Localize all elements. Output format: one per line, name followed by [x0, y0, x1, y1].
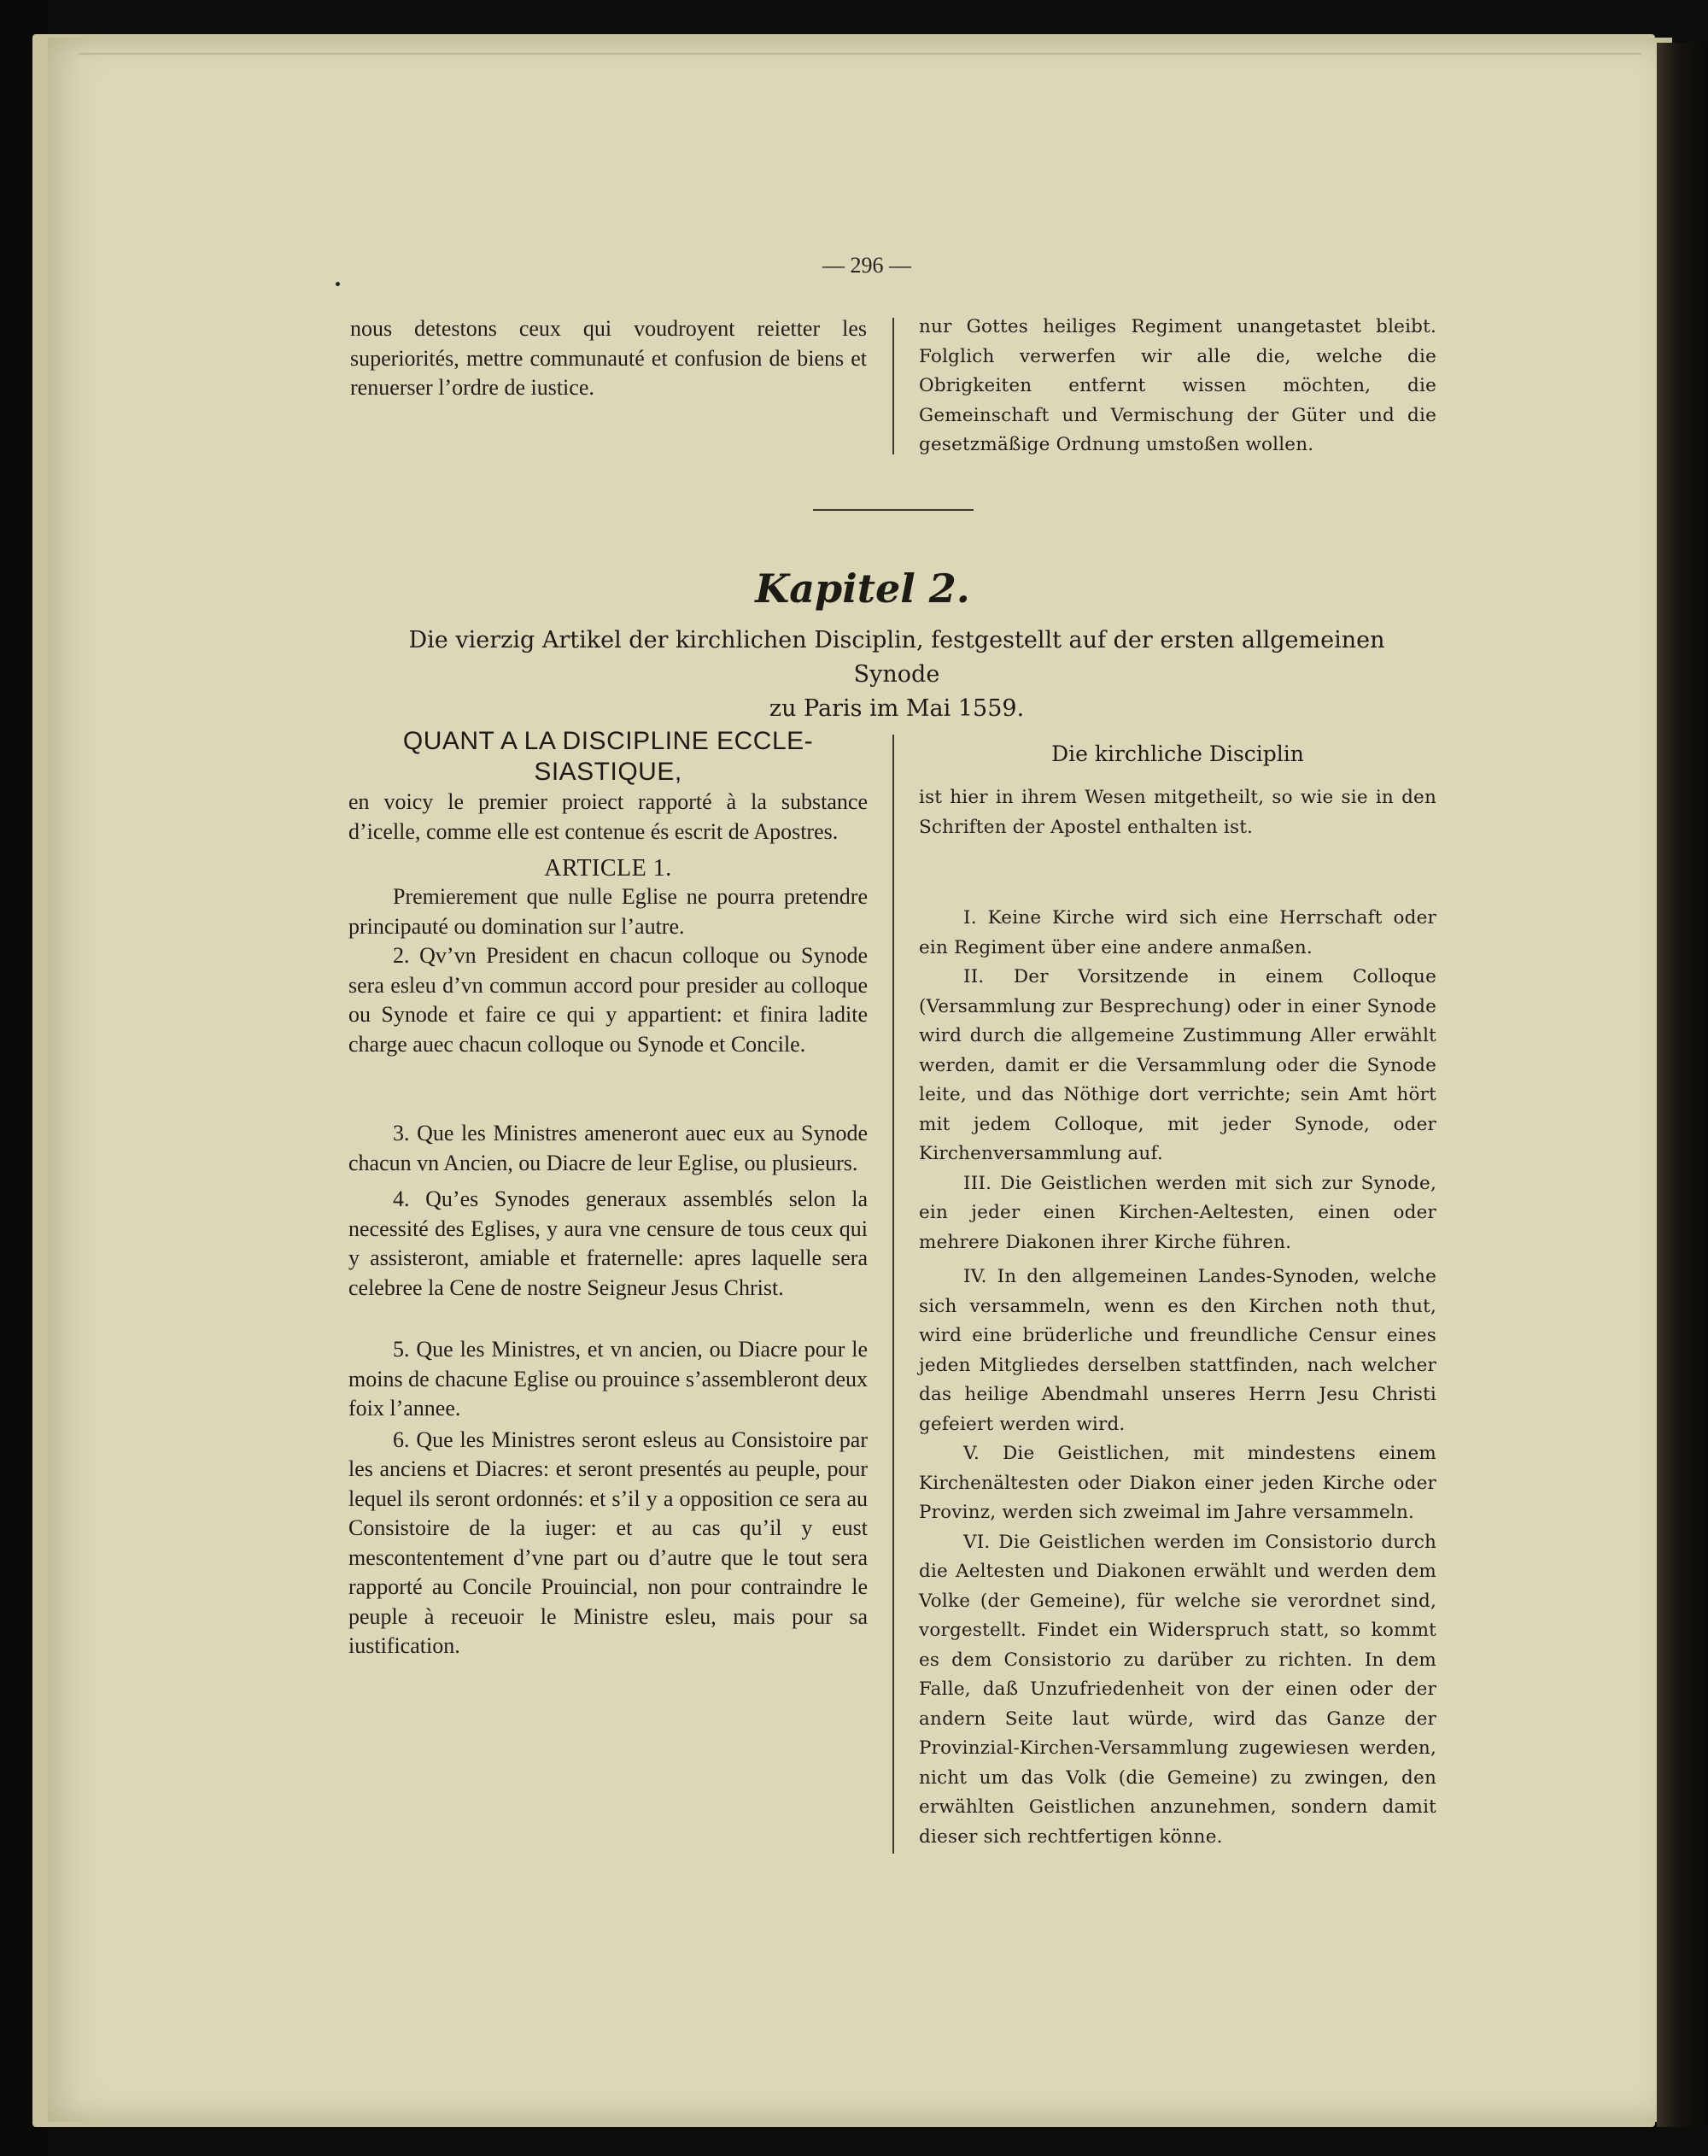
french-article-6: 6. Que les Ministres seront esleus au Consistoire par les anciens et Diacres: et seront presentés au peuple, pour lequel ils seront ordonnés: et s’il y a opposition ce sera au Consistoire de la iuger: et au cas qu’il y eust mescontentement d’vne part ou d’autre que le tout sera rapporté au Concile Prouincial, non pour contraindre le peuple à receuoir le Ministre esleu, mais pour sa iustification.	[348, 1427, 868, 1658]
french-article-1: Premierement que nulle Eglise ne pourra pretendre principauté ou domination sur l’autre.	[348, 884, 868, 939]
top-french-text: nous detestons ceux qui voudroyent reietter les superiorités, mettre communauté et confusion de biens et renuerser l’ordre de iustice.	[350, 316, 867, 400]
french-intro: en voicy le premier proiect rapporté à la substance d’icelle, comme elle est contenue és escrit de Apostres.	[348, 789, 868, 844]
german-heading: Die kirchliche Disciplin	[1051, 741, 1304, 766]
chapter-subtitle-line-2: zu Paris im Mai 1559.	[769, 695, 1025, 722]
column-divider-main	[892, 735, 894, 1854]
column-divider-top	[892, 318, 894, 454]
page-number: — 296 —	[822, 253, 911, 278]
french-heading	[348, 726, 868, 788]
binding-right	[1657, 43, 1708, 2127]
french-article-heading: ARTICLE 1.	[544, 855, 672, 882]
chapter-title: Kapitel 2.	[755, 565, 970, 612]
top-german-text: nur Gottes heiliges Regiment unangetastet bleibt. Folglich verwerfen wir alle die, welche die Obrigkeiten entfernt wissen möchten, die Gemeinschaft und Vermischung der Güter und die gesetzmäßige Ordnung umstoßen wollen.	[919, 316, 1436, 455]
french-article-3: 3. Que les Ministres ameneront auec eux au Synode chacun vn Ancien, ou Diacre de leur Eglise, ou plusieurs.	[348, 1121, 868, 1175]
german-article-4: IV. In den allgemeinen Landes-Synoden, welche sich versammeln, wenn es den Kirchen noth thut, wird eine brüderliche und freundliche Censur eines jeden Mitgliedes derselben stattfinden, nach welcher das heilige Abendmahl unseres Herrn Jesu Christi gefeiert werden wird.	[919, 1266, 1436, 1435]
french-heading-line-1: QUANT A LA DISCIPLINE ECCLE-	[402, 727, 814, 755]
chapter-subtitle-line-1: Die vierzig Artikel der kirchlichen Disciplin, festgestellt auf der ersten allgemeinen Synode	[408, 627, 1385, 688]
german-article-2: II. Der Vorsitzende in einem Colloque (Versammlung zur Besprechung) oder in einer Synode wird durch die allgemeine Zustimmung Aller erwählt werden, damit er die Versammlung oder die Synode leite, und das Nöthige dort verrichte; sein Amt hört mit jedem Colloque, mit jeder Synode, oder Kirchenversammlung auf.	[919, 966, 1436, 1164]
german-intro: ist hier in ihrem Wesen mitgetheilt, so wie sie in den Schriften der Apostel enthalten ist.	[919, 787, 1436, 838]
section-rule	[813, 509, 974, 511]
french-heading-line-2: SIASTIQUE,	[534, 758, 682, 786]
french-article-5: 5. Que les Ministres, et vn ancien, ou Diacre pour le moins de chacune Eglise ou prouince s’assembleront deux foix l’annee.	[348, 1337, 868, 1421]
german-column	[919, 741, 1436, 1852]
french-article-4: 4. Qu’es Synodes generaux assemblés selon la necessité des Eglises, y aura vne censure de tous ceux qui y assisteront, amiable et fraternelle: apres laquelle sera celebree la Cene de nostre Seigneur Jesus Christ.	[348, 1186, 868, 1300]
french-column	[348, 726, 868, 1661]
german-article-3: III. Die Geistlichen werden mit sich zur Synode, ein jeder einen Kirchen-Aeltesten, einen oder mehrere Diakonen ihrer Kirche führen.	[919, 1172, 1436, 1253]
chapter-subtitle	[389, 624, 1405, 726]
german-article-1: I. Keine Kirche wird sich eine Herrschaft oder ein Regiment über eine andere anmaßen.	[919, 907, 1436, 958]
french-article-2: 2. Qv’vn President en chacun colloque ou Synode sera esleu d’vn commun accord pour presider au colloque ou Synode et faire ce qui y appartient: et finira ladite charge auec chacun colloque ou Synode et Concile.	[348, 943, 868, 1057]
german-article-6: VI. Die Geistlichen werden im Consistorio durch die Aeltesten und Diakonen erwählt und werden dem Volke (der Gemeine), für welche sie verordnet sind, vorgestellt. Findet ein Widerspruch statt, so kommt es dem Consistorio zu darüber zu richten. In dem Falle, daß Unzufriedenheit von der einen oder der andern Seite laut würde, wird das Ganze der Provinzial-Kirchen-Versammlung zugewiesen werden, nicht um das Volk (die Gemeine) zu zwingen, den erwählten Geistlichen anzunehmen, sondern damit dieser sich rechtfertigen könne.	[919, 1531, 1436, 1848]
german-article-5: V. Die Geistlichen, mit mindestens einem Kirchenältesten oder Diakon einer jeden Kirche oder Provinz, werden sich zweimal im Jahre versammeln.	[919, 1443, 1436, 1523]
ink-speck	[336, 282, 340, 286]
page-fold-line	[79, 53, 1641, 55]
